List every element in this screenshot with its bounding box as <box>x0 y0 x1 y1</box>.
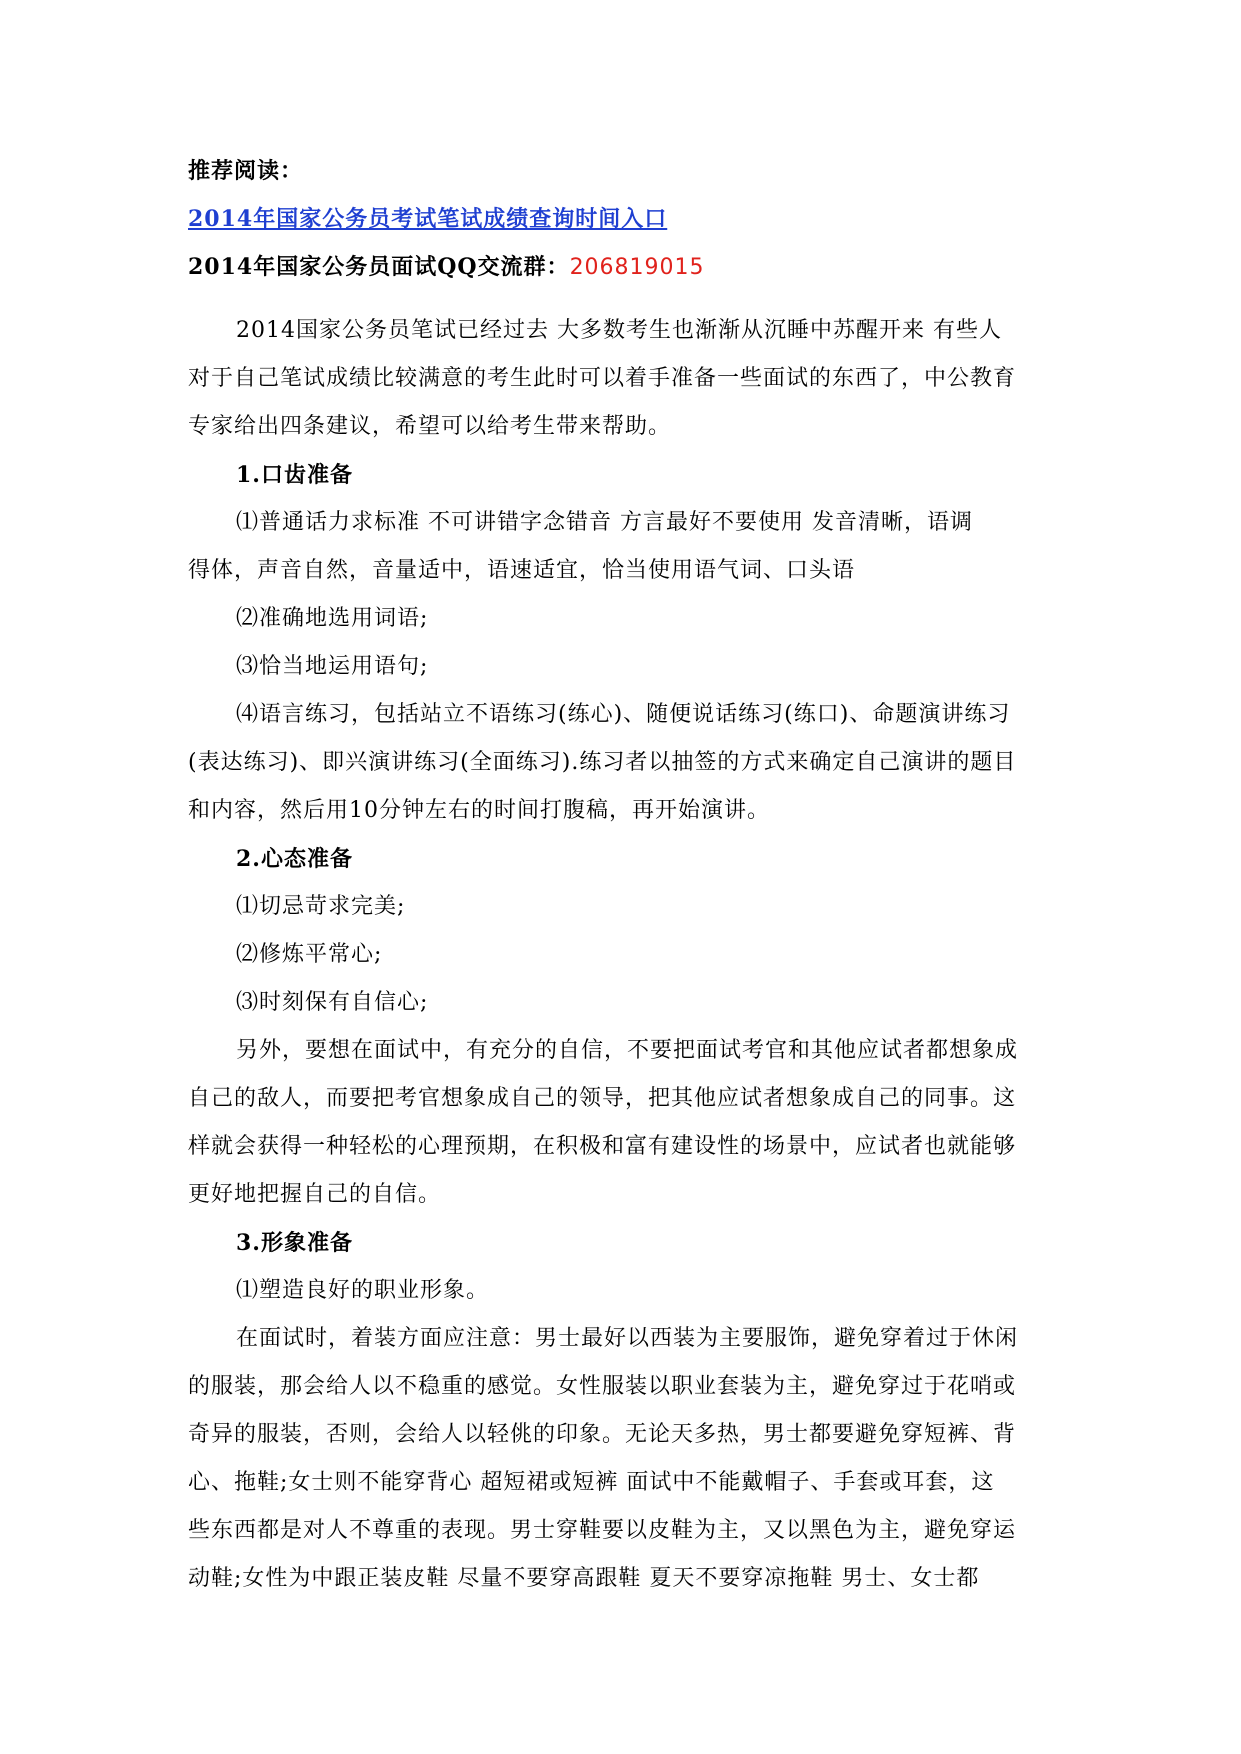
image-paragraph-line-6: 动鞋;女性为中跟正装皮鞋 尽量不要穿高跟鞋 夏天不要穿凉拖鞋 男士、女士都 <box>188 1566 980 1591</box>
mindset-paragraph-line-1: 另外，要想在面试中，有充分的自信，不要把面试考官和其他应试者都想象成 <box>236 1038 1019 1063</box>
qq-group-number: 206819015 <box>569 255 705 280</box>
intro-line-3: 专家给出四条建议，希望可以给考生带来帮助。 <box>188 414 672 439</box>
speech-item-1-line-2: 得体，声音自然，音量适中，语速适宜，恰当使用语气词、口头语 <box>188 558 856 583</box>
speech-item-4-line-3: 和内容，然后用10分钟左右的时间打腹稿，再开始演讲。 <box>188 798 770 823</box>
speech-item-2: ⑵准确地选用词语; <box>236 606 429 631</box>
section-heading-image: 3.形象准备 <box>236 1230 353 1256</box>
intro-line-1: 2014国家公务员笔试已经过去 大多数考生也渐渐从沉睡中苏醒开来 有些人 <box>236 318 1002 343</box>
exam-result-link[interactable]: 2014年国家公务员考试笔试成绩查询时间入口 <box>188 206 668 232</box>
image-paragraph-line-3: 奇异的服装，否则，会给人以轻佻的印象。无论天多热，男士都要避免穿短裤、背 <box>188 1422 1017 1447</box>
mindset-paragraph-line-3: 样就会获得一种轻松的心理预期，在积极和富有建设性的场景中，应试者也就能够 <box>188 1134 1017 1159</box>
image-paragraph-line-4: 心、拖鞋;女士则不能穿背心 超短裙或短裤 面试中不能戴帽子、手套或耳套，这 <box>188 1470 995 1495</box>
recommend-heading: 推荐阅读： <box>188 158 304 184</box>
speech-item-1-line-1: ⑴普通话力求标准 不可讲错字念错音 方言最好不要使用 发音清晰，语调 <box>236 510 973 535</box>
mindset-item-3: ⑶时刻保有自信心; <box>236 990 429 1015</box>
exam-result-link-row <box>188 198 1058 240</box>
image-item-1: ⑴塑造良好的职业形象。 <box>236 1278 490 1303</box>
image-paragraph-line-5: 些东西都是对人不尊重的表现。男士穿鞋要以皮鞋为主，又以黑色为主，避免穿运 <box>188 1518 1017 1543</box>
intro-line-2: 对于自己笔试成绩比较满意的考生此时可以着手准备一些面试的东西了，中公教育 <box>188 366 1017 391</box>
speech-item-4-line-1: ⑷语言练习，包括站立不语练习(练心)、随便说话练习(练口)、命题演讲练习 <box>236 702 1011 727</box>
mindset-paragraph-line-4: 更好地把握自己的自信。 <box>188 1182 442 1207</box>
speech-item-4-line-2: (表达练习)、即兴演讲练习(全面练习).练习者以抽签的方式来确定自己演讲的题目 <box>188 750 1017 775</box>
qq-group-label: 2014年国家公务员面试QQ交流群： <box>188 254 570 280</box>
section-heading-mindset: 2.心态准备 <box>236 846 353 872</box>
image-paragraph-line-1: 在面试时，着装方面应注意：男士最好以西装为主要服饰，避免穿着过于休闲 <box>236 1326 1019 1351</box>
image-paragraph-line-2: 的服装，那会给人以不稳重的感觉。女性服装以职业套装为主，避免穿过于花哨或 <box>188 1374 1017 1399</box>
speech-item-3: ⑶恰当地运用语句; <box>236 654 429 679</box>
mindset-item-2: ⑵修炼平常心; <box>236 942 383 967</box>
mindset-paragraph-line-2: 自己的敌人，而要把考官想象成自己的领导，把其他应试者想象成自己的同事。这 <box>188 1086 1017 1111</box>
section-heading-speech: 1.口齿准备 <box>236 462 353 488</box>
mindset-item-1: ⑴切忌苛求完美; <box>236 894 406 919</box>
qq-group-line <box>188 246 1058 288</box>
document-page <box>188 150 1058 1600</box>
